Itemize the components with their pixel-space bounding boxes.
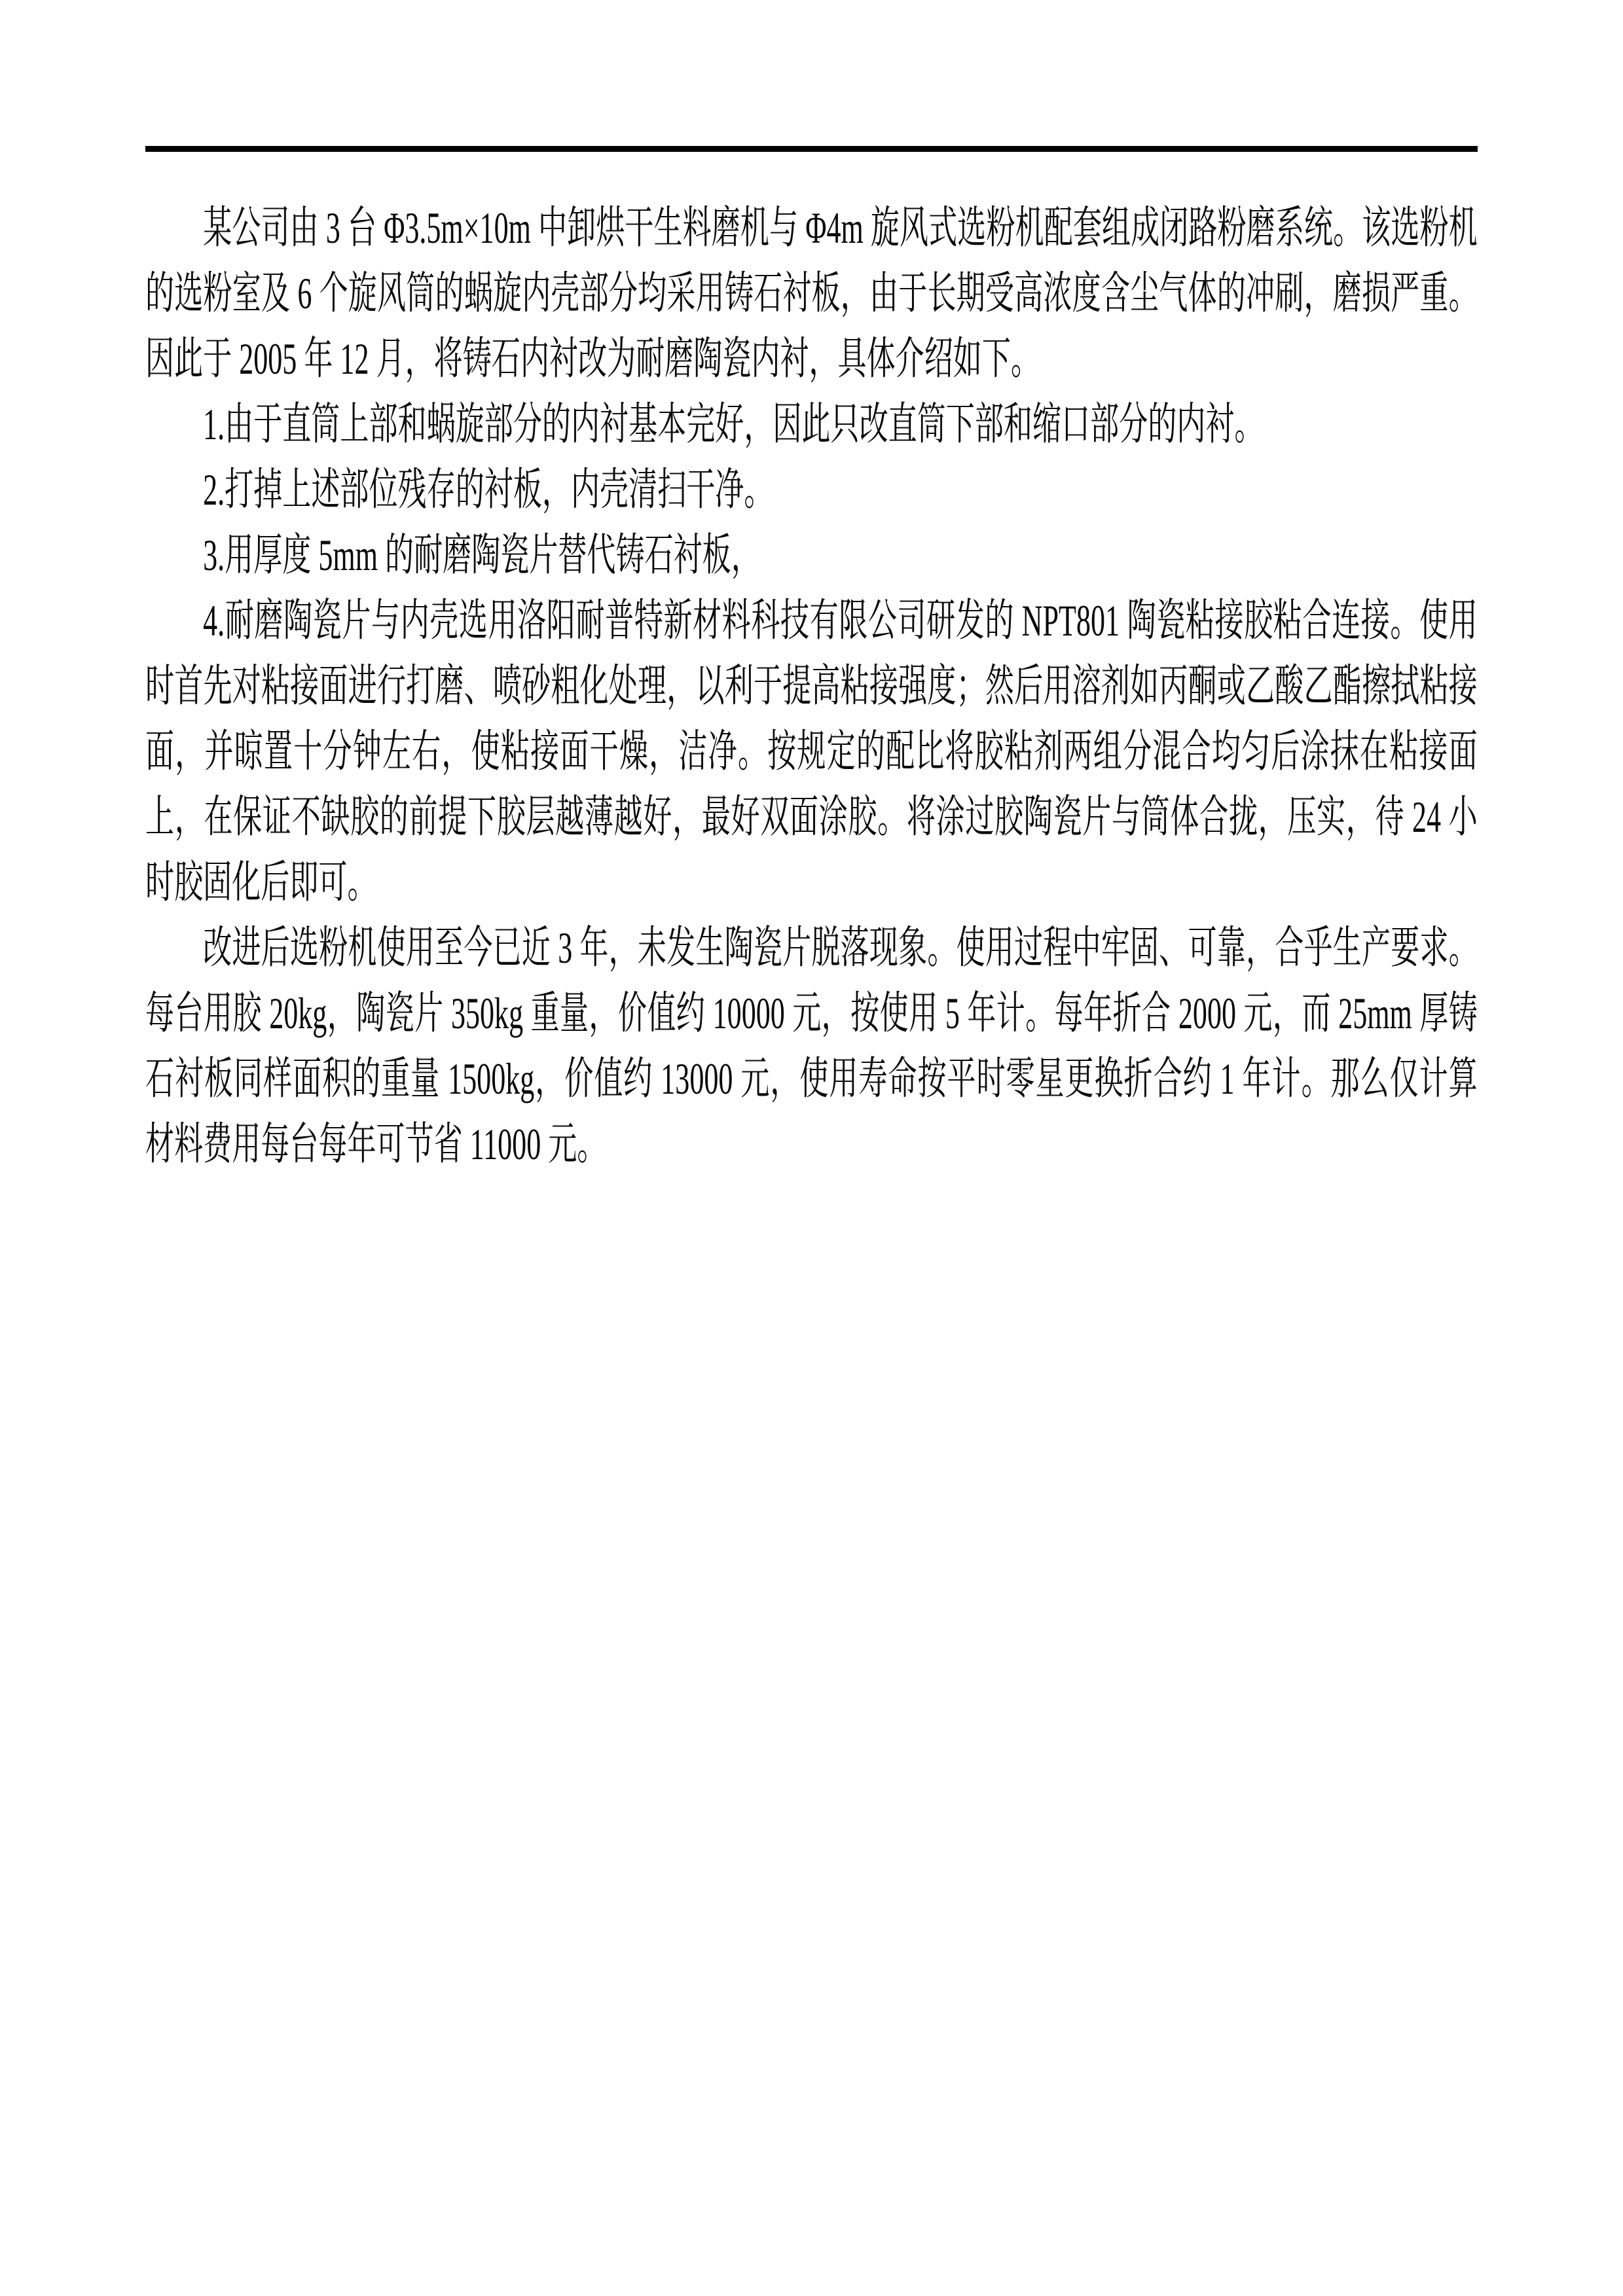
paragraph-intro: 某公司由 3 台 Φ3.5m×10m 中卸烘干生料磨机与 Φ4m 旋风式选粉机配套组成闭路粉磨系统。该选粉机的选粉室及 6 个旋风筒的蜗旋内壳部分均采用铸石衬板，由于长期受高浓度含尘气体的冲刷，磨损严重。因此于 2005 年 12 月，将铸石内衬改为耐磨陶瓷内衬，具体介绍如下。 [145, 203, 1478, 384]
paragraph-conclusion: 改进后选粉机使用至今已近 3 年，未发生陶瓷片脱落现象。使用过程中牢固、可靠，合乎生产要求。每台用胶 20kg，陶瓷片 350kg 重量，价值约 10000 元，按使用 5 年计。每年折合 2000 元，而 25mm 厚铸石衬板同样面积的重量 1500kg，价值约 13000 元，使用寿命按平时零星更换折合约 1 年计。那么仅计算材料费用每台每年可节省 11000 元。 [145, 923, 1478, 1169]
paragraph-item-4: 4.耐磨陶瓷片与内壳选用洛阳耐普特新材料科技有限公司研发的 NPT801 陶瓷粘接胶粘合连接。使用时首先对粘接面进行打磨、喷砂粗化处理，以利于提高粘接强度；然后用溶剂如丙酮或乙酸乙酯擦拭粘接面，并晾置十分钟左右，使粘接面干燥，洁净。按规定的配比将胶粘剂两组分混合均匀后涂抹在粘接面上，在保证不缺胶的前提下胶层越薄越好，最好双面涂胶。将涂过胶陶瓷片与筒体合拢，压实，待 24 小时胶固化后即可。 [145, 596, 1478, 907]
paragraph-item-2: 2.打掉上述部位残存的衬板，内壳清扫干净。 [203, 465, 773, 514]
paragraph-item-1: 1.由于直筒上部和蜗旋部分的内衬基本完好，因此只改直筒下部和缩口部分的内衬。 [203, 399, 1264, 449]
document-body [145, 195, 1478, 1177]
paragraph-item-3: 3.用厚度 5mm 的耐磨陶瓷片替代铸石衬板， [203, 530, 760, 580]
header-divider-rule [145, 146, 1478, 152]
